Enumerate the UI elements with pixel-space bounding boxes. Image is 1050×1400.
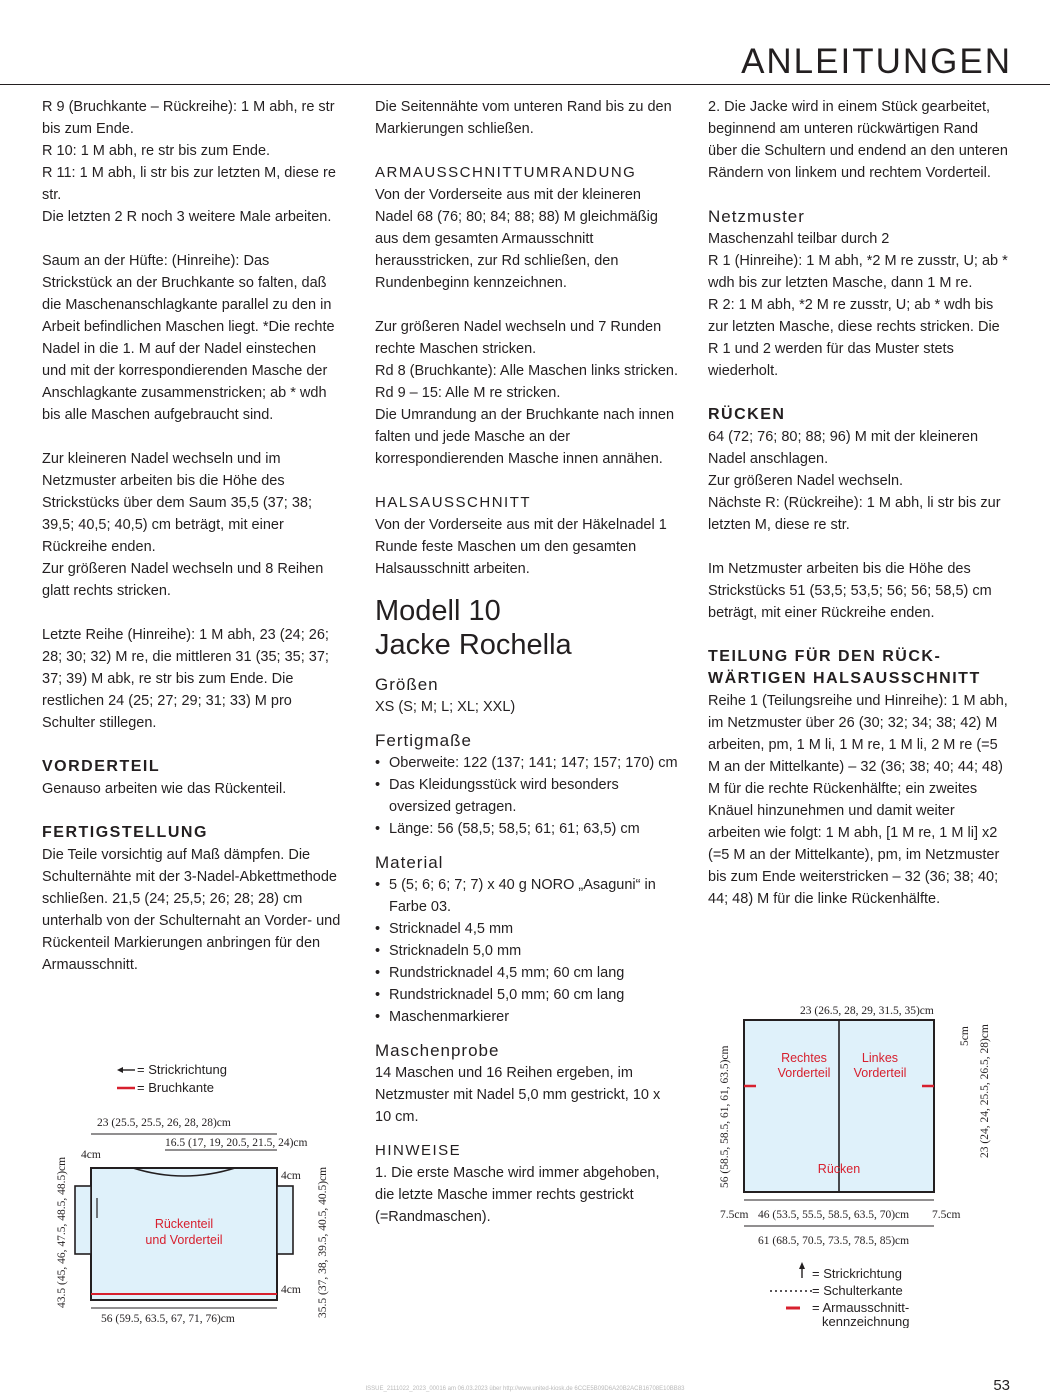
- arrowhead-up-icon: [799, 1262, 805, 1269]
- schematic-jacket: [708, 998, 1008, 1328]
- neck-width-label: 16.5 (17, 19, 20.5, 21.5, 24)cm: [165, 1137, 308, 1149]
- sizes-heading: Größen: [375, 675, 439, 694]
- material-item: • Rundstricknadel 4,5 mm; 60 cm lang: [375, 962, 680, 984]
- material-heading: Material: [375, 853, 444, 872]
- armausschnitt-text-3: Die Umrandung an der Bruchkante nach innen falten und jede Masche an der korrespondierenden Masche innen annähen.: [375, 407, 675, 467]
- page-header-title: ANLEITUNGEN: [741, 42, 1012, 81]
- right-front-label-1: Rechtes: [781, 1051, 827, 1065]
- last-row-text: 1 M abh, 23 (24; 26; 28; 30; 32) M re, die mittleren 31 (35; 35; 37; 37; 39) M abk, re str bis zum Ende. Die restlichen 24 (25; 27; 29; 31; 33) M pro Schulter stillegen.: [42, 627, 329, 731]
- sizes-text: XS (S; M; L; XL; XXL): [375, 699, 516, 715]
- bottom-left-label: 7.5cm: [720, 1209, 749, 1221]
- teilung-heading: TEILUNG FÜR DEN RÜCK-WÄRTIGEN HALSAUSSCHNITT: [708, 648, 981, 687]
- netz-paragraph: Zur kleineren Nadel wechseln und im Netzmuster arbeiten bis die Höhe des Strickstücks über dem Saum 35,5 (37; 38; 39,5; 40,5; 40,5) cm beträgt, mit einer Rückreihe enden.: [42, 451, 312, 555]
- armausschnitt-text-2: Zur größeren Nadel wechseln und 7 Runden rechte Maschen stricken.: [375, 319, 662, 357]
- bigger-needle-paragraph: Zur größeren Nadel wechseln und 8 Reihen glatt rechts stricken.: [42, 561, 324, 599]
- gauge-text: 14 Maschen und 16 Reihen ergeben, im Netzmuster mit Nadel 5,0 mm gestrickt, 10 x 10 cm.: [375, 1065, 661, 1125]
- model-title-line-1: Modell 10: [375, 595, 501, 627]
- right-bottom-small-label: 4cm: [281, 1284, 301, 1296]
- round-9-label: Rd 9 – 15:: [375, 385, 442, 401]
- netzmuster-heading: Netzmuster: [708, 207, 805, 226]
- jacket-right-height-label: 23 (24, 24, 25.5, 26.5, 28)cm: [979, 1024, 991, 1158]
- header-rule: [0, 84, 1050, 85]
- row-9-text: 1 M abh, re str bis zum Ende.: [42, 99, 335, 137]
- bottom-width-label: 56 (59.5, 63.5, 67, 71, 76)cm: [101, 1313, 235, 1325]
- bottom-right-label: 7.5cm: [932, 1209, 961, 1221]
- row-9-instruction: [42, 96, 342, 140]
- measure-item: • Oberweite: 122 (137; 141; 147; 157; 170) cm: [375, 752, 680, 774]
- next-row-text: (Rückreihe): 1 M abh, li str bis zur letzten M, diese re str.: [708, 495, 1001, 533]
- piece-label-line-1: Rückenteil: [154, 1217, 214, 1231]
- material-list: [375, 874, 680, 1028]
- right-top-small-label: 4cm: [281, 1170, 301, 1182]
- last-row-instruction: [42, 624, 342, 734]
- right-sleeve-edge: [277, 1186, 293, 1254]
- round-8-label: Rd 8 (Bruchkante):: [375, 363, 497, 379]
- row-11-text: 1 M abh, li str bis zur letzten M, diese re str.: [42, 165, 336, 203]
- round-8-text: Alle Maschen links stricken.: [496, 363, 679, 379]
- bottom-mid-label: 46 (53.5, 55.5, 58.5, 63.5, 70)cm: [758, 1209, 910, 1221]
- fertigstellung-text: Die Teile vorsichtig auf Maß dämpfen. Die Schulternähte mit der 3-Nadel-Abkettmethode schließen. 21,5 (24; 25,5; 26; 28; 28) cm unterhalb von der Schulternaht an Vorder- und Rückenteil Markierungen anbringen für den Armausschnitt.: [42, 847, 341, 973]
- armausschnitt-text: Von der Vorderseite aus mit der kleineren Nadel 68 (76; 80; 84; 88; 88) M gleichmäßig aus dem gesamten Armausschnitt herausstricken, zur Rd schließen, den Rundenbeginn kennzeichnen.: [375, 187, 658, 291]
- next-row-label: Nächste R:: [708, 495, 780, 511]
- next-row-instruction: [708, 492, 1008, 536]
- row-10-instruction: [42, 140, 342, 162]
- total-width-label: 61 (68.5, 70.5, 73.5, 78.5, 85)cm: [758, 1235, 910, 1247]
- round-8-instruction: [375, 360, 680, 382]
- schematic-back-front: [45, 1058, 345, 1328]
- left-height-label: 43.5 (45, 46, 47.5, 48.5, 48.5)cm: [56, 1156, 68, 1308]
- model-title-line-2: Jacke Rochella: [375, 629, 572, 661]
- row-10-label: R 10:: [42, 143, 77, 159]
- footer-meta: ISSUE_2111022_2023_00016 am 06.03.2023 über http://www.united-kiosk.de 6CCE5B09D6A20B2ACB16708E10BB83: [365, 1386, 685, 1392]
- row-9-label: R 9 (Bruchkante – Rückreihe):: [42, 99, 238, 115]
- material-item: • Maschenmarkierer: [375, 1006, 680, 1028]
- piece-label-line-2: und Vorderteil: [145, 1233, 223, 1247]
- model-title: [375, 594, 680, 662]
- row-11-instruction: [42, 162, 342, 206]
- measures-heading: Fertigmaße: [375, 731, 472, 750]
- legend-knit-direction: [117, 1062, 227, 1077]
- pattern-row-2: [708, 294, 1008, 382]
- halsausschnitt-heading: HALSAUSSCHNITT: [375, 494, 532, 511]
- page-number: 53: [993, 1377, 1010, 1394]
- material-item: • 5 (5; 6; 6; 7; 7) x 40 g NORO „Asaguni“ in Farbe 03.: [375, 874, 680, 918]
- repeat-text: Die letzten 2 R noch 3 weitere Male arbeiten.: [42, 209, 332, 225]
- division-row-1-text: 1 M abh, im Netzmuster über 26 (30; 32; 34; 38; 42) M arbeiten, pm, 1 M li, 1 M re, 1 M li, 2 M re (=5 M an der Mittelkante) – 32 (36; 38; 40; 44; 48) M für die rechte Rückenhälfte; ein zweites Knäuel hinzunehmen und damit weiter arbeiten wie folgt: 1 M abh, [1 M re, 1 M li] x2 (=5 M an der Mittelkante), pm, im Netzmuster bis zum Ende weiterstricken – 32 (36; 38; 40; 44; 48) M für die linke Rückenhälfte.: [708, 693, 1008, 907]
- hem-label: Saum an der Hüfte: (Hinreihe):: [42, 253, 240, 269]
- vorderteil-heading: VORDERTEIL: [42, 758, 161, 775]
- material-item: • Rundstricknadel 5,0 mm; 60 cm lang: [375, 984, 680, 1006]
- fertigstellung-heading: FERTIGSTELLUNG: [42, 824, 208, 841]
- hem-text: Das Strickstück an der Bruchkante so falten, daß die Maschenanschlagkante parallel zu den in Arbeit befindlichen Maschen liegt. *Die rechte Nadel in die 1. M auf der Nadel einstechen und mit der korrespondierenden Masche der Anschlagkante zusammenstricken; ab * wdh bis alle Maschen aufgebraucht sind.: [42, 253, 335, 423]
- measures-list: [375, 752, 680, 840]
- arrowhead-icon: [117, 1067, 123, 1073]
- neck-depth-label: 5cm: [959, 1026, 971, 1046]
- ruecken-text-2: Zur größeren Nadel wechseln.: [708, 473, 904, 489]
- last-row-label: Letzte Reihe (Hinreihe):: [42, 627, 196, 643]
- legend-line-label: = Bruchkante: [137, 1080, 214, 1095]
- side-seams-text: Die Seitennähte vom unteren Rand bis zu den Markierungen schließen.: [375, 99, 672, 137]
- top-width-label: 23 (25.5, 25.5, 26, 28, 28)cm: [97, 1117, 231, 1129]
- left-front-label-2: Vorderteil: [853, 1066, 907, 1080]
- measure-item: • Das Kleidungsstück wird besonders oversized getragen.: [375, 774, 680, 818]
- pattern-row-2-text: 1 M abh, *2 M re zusstr, U; ab * wdh bis zur letzten Masche, diese rechts stricken. Die R 1 und 2 werden für das Muster stets wiederholt.: [708, 297, 1000, 379]
- column-1: [42, 96, 342, 976]
- row-10-text: 1 M abh, re str bis zum Ende.: [76, 143, 271, 159]
- material-item: • Stricknadeln 5,0 mm: [375, 940, 680, 962]
- column-3: [708, 96, 1008, 910]
- jacket-left-height-label: 56 (58.5, 58.5, 61, 61, 63.5)cm: [719, 1045, 731, 1188]
- netzmuster-text: Maschenzahl teilbar durch 2: [708, 231, 890, 247]
- halsausschnitt-text: Von der Vorderseite aus mit der Häkelnadel 1 Runde feste Maschen um den gesamten Halsausschnitt arbeiten.: [375, 517, 667, 577]
- pattern-row-2-label: R 2:: [708, 297, 735, 313]
- pattern-row-1: [708, 250, 1008, 294]
- jacket-top-width-label: 23 (26.5, 28, 29, 31.5, 35)cm: [800, 1005, 934, 1017]
- vorderteil-text: Genauso arbeiten wie das Rückenteil.: [42, 781, 287, 797]
- column-2: [375, 96, 680, 1228]
- jacket-legend-dots-label: = Schulterkante: [812, 1283, 903, 1298]
- hint-2-text: 2. Die Jacke wird in einem Stück gearbeitet, beginnend am unteren rückwärtigen Rand über die Schultern und endend an den unteren Rändern von linkem und rechtem Vorderteil.: [708, 99, 1008, 181]
- legend-fold-edge: [117, 1080, 214, 1095]
- measure-item: • Länge: 56 (58,5; 58,5; 61; 61; 63,5) cm: [375, 818, 680, 840]
- left-sleeve-edge: [75, 1186, 91, 1254]
- jacket-legend-red-label-1: = Armausschnitt-: [812, 1300, 910, 1315]
- material-item: • Stricknadel 4,5 mm: [375, 918, 680, 940]
- left-front-label-1: Linkes: [861, 1051, 899, 1065]
- jacket-legend-red-label-2: kennzeichnung: [822, 1314, 910, 1328]
- netz-work-paragraph: Im Netzmuster arbeiten bis die Höhe des Strickstücks 51 (53,5; 53,5; 56; 56; 58,5) cm beträgt, mit einer Rückreihe enden.: [708, 561, 992, 621]
- legend-arrow-label: = Strickrichtung: [137, 1062, 227, 1077]
- ruecken-heading: RÜCKEN: [708, 406, 786, 423]
- left-small-label: 4cm: [81, 1149, 101, 1161]
- jacket-legend-arrow-label: = Strickrichtung: [812, 1266, 902, 1281]
- right-front-label-2: Vorderteil: [777, 1066, 831, 1080]
- round-9-text: Alle M re stricken.: [441, 385, 561, 401]
- division-row-1: [708, 690, 1008, 910]
- round-9-instruction: [375, 382, 680, 404]
- ruecken-text: 64 (72; 76; 80; 88; 96) M mit der kleineren Nadel anschlagen.: [708, 429, 979, 467]
- hints-heading: HINWEISE: [375, 1142, 462, 1159]
- row-11-label: R 11:: [42, 165, 76, 181]
- armausschnitt-heading: ARMAUSSCHNITTUMRANDUNG: [375, 164, 637, 181]
- division-row-1-label: Reihe 1 (Teilungsreihe und Hinreihe):: [708, 693, 948, 709]
- jacket-legend: [770, 1262, 909, 1328]
- pattern-row-1-label: R 1 (Hinreihe):: [708, 253, 803, 269]
- pattern-row-1-text: 1 M abh, *2 M re zusstr, U; ab * wdh bis zur letzten Masche, dann 1 M re.: [708, 253, 1008, 291]
- hem-instruction: [42, 250, 342, 426]
- hints-text: 1. Die erste Masche wird immer abgehoben, die letzte Masche immer rechts gestrickt (=Randmaschen).: [375, 1165, 660, 1225]
- back-label: Rücken: [817, 1162, 861, 1176]
- gauge-heading: Maschenprobe: [375, 1041, 500, 1060]
- right-height-label: 35.5 (37, 38, 39.5, 40.5, 40.5)cm: [317, 1166, 329, 1318]
